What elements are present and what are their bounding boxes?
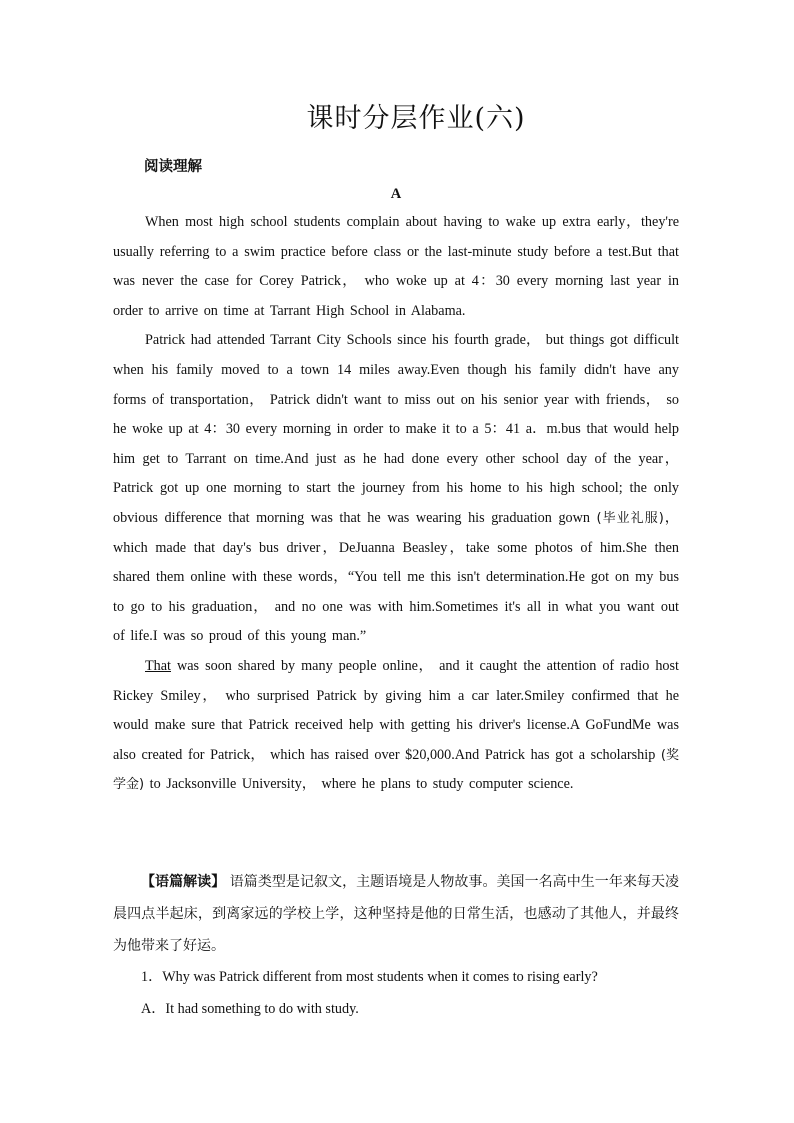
analysis-text: 语篇类型是记叙文，主题语境是人物故事。美国一名高中生一年来每天凌晨四点半起床，到离家远的学校上学，这种坚持是他的日常生活，也感动了其他人，并最终为他带来了好运。 — [113, 874, 680, 954]
passage-analysis — [113, 866, 679, 962]
underlined-word: That — [145, 657, 171, 674]
gloss-graduation-gown: (毕业礼服) — [596, 510, 664, 526]
paragraph-2-part-b: ，which made that day's bus driver，DeJuanna Beasley，take some photos of him.She then shared them online with these words，“You tell me this isn't determination.He got on my bus to go to his graduation， and no one was with him.Sometimes it's all in what you want out of life.I was so proud of this young man.” — [113, 509, 679, 645]
paragraph-3-part-b: to Jacksonville University， where he plans to study computer science. — [144, 776, 574, 793]
paragraph-2 — [113, 326, 679, 652]
question-1 — [113, 961, 679, 1025]
analysis-paragraph — [113, 866, 679, 962]
option-a[interactable]: A．It had something to do with study. — [141, 1001, 359, 1017]
question-stem: 1．Why was Patrick different from most students when it comes to rising early? — [141, 969, 598, 985]
page-title: 课时分层作业(六) — [306, 103, 526, 134]
passage-label: A — [390, 186, 402, 202]
paragraph-3 — [113, 652, 679, 800]
gloss-scholarship: (奖学金) — [113, 747, 680, 793]
analysis-tag: 【语篇解读】 — [141, 874, 226, 890]
paragraph-3-part-a: was soon shared by many people online， and it caught the attention of radio host Rickey Smiley， who surprised Patrick by giving him a car later.Smiley confirmed that he would make sure that Patrick received help with getting his driver's license.A GoFundMe was also created for Patrick， which has raised over $20,000.And Patrick has got a scholarship — [113, 657, 679, 763]
section-heading: 阅读理解 — [144, 159, 202, 175]
paragraph-1: When most high school students complain about having to wake up extra early，they're usually referring to a swim practice before class or the last-minute study before a test.But that was never the case for Corey Patrick， who woke up at 4：30 every morning last year in order to arrive on time at Tarrant High School in Alabama. — [113, 214, 679, 319]
paragraph-2-part-a: Patrick had attended Tarrant City Schools since his fourth grade， but things got difficult when his family moved to a town 14 miles away.Even though his family didn't have any forms of transportation， Patrick didn't want to miss out on his senior year with friends， so he woke up at 4：30 every morning in order to make it to a 5：41 a．m.bus that would help him get to Tarrant on time.And just as he had done every other school day of the year，Patrick got up one morning to start the journey from his home to his high school; the only obvious difference that morning was that he was wearing his graduation gown — [113, 332, 679, 526]
passage-body — [113, 208, 679, 800]
